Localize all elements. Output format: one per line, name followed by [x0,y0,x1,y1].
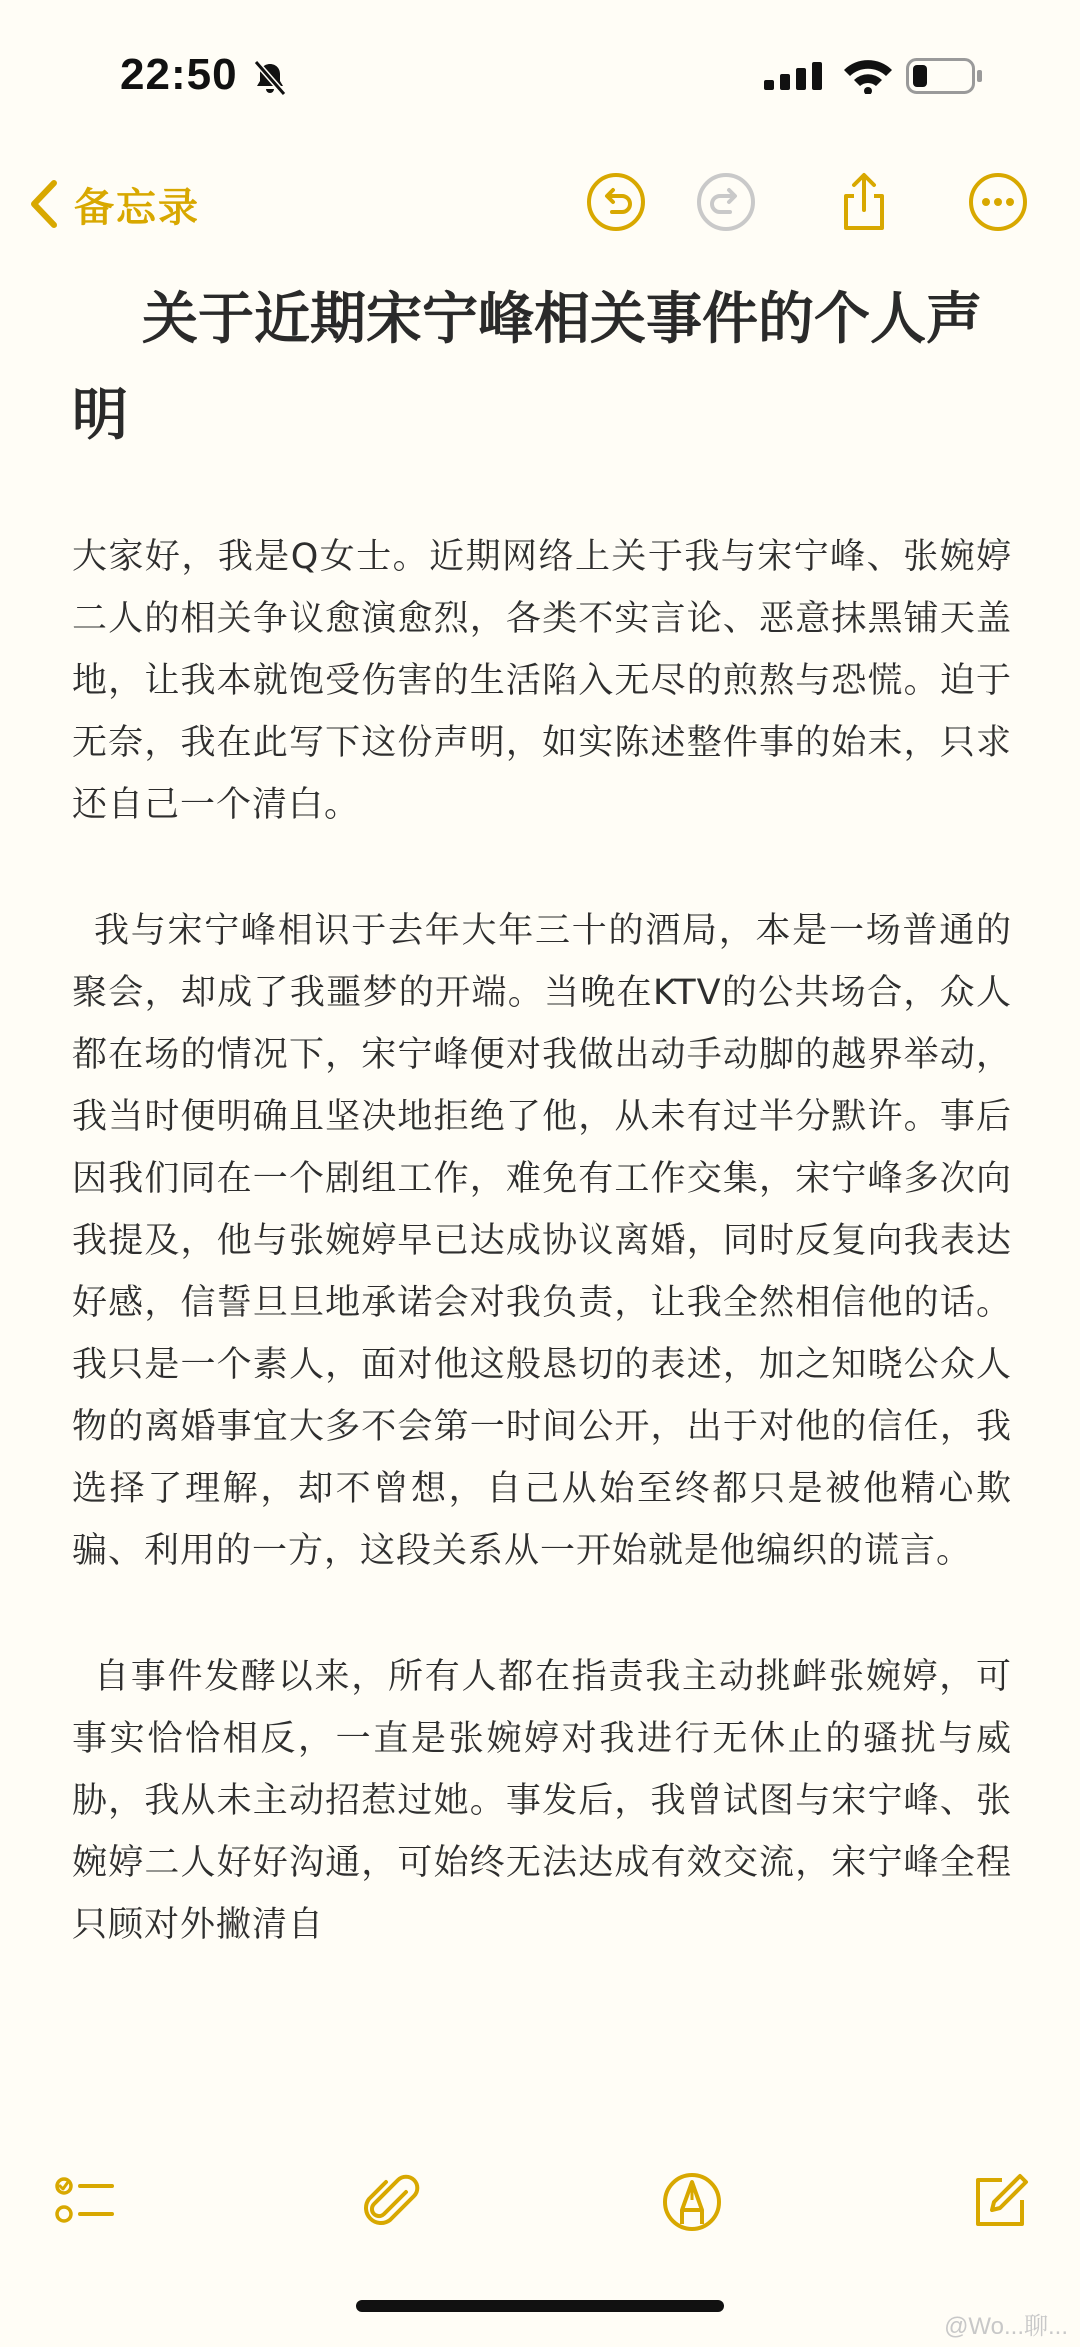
more-options-icon[interactable] [966,170,1030,234]
note-paragraph-2: 我与宋宁峰相识于去年大年三十的酒局，本是一场普通的聚会，却成了我噩梦的开端。当晚在KTV的公共场合，众人都在场的情况下，宋宁峰便对我做出动手动脚的越界举动，我当时便明确且坚决地拒绝了他，从未有过半分默许。事后因我们同在一个剧组工作，难免有工作交集，宋宁峰多次向我提及，他与张婉婷早已达成协议离婚，同时反复向我表达好感，信誓旦旦地承诺会对我负责，让我全然相信他的话。我只是一个素人，面对他这般恳切的表述，加之知晓公众人物的离婚事宜大多不会第一时间公开，出于对他的信任，我选择了理解，却不曾想，自己从始至终都只是被他精心欺骗、利用的一方，这段关系从一开始就是他编织的谎言。 [72,911,1012,1571]
back-label: 备忘录 [74,184,200,231]
paperclip-icon[interactable] [360,2170,424,2234]
undo-icon[interactable] [584,170,648,234]
chevron-left-icon [26,177,60,231]
back-button[interactable] [26,164,200,244]
home-indicator[interactable] [356,2300,724,2312]
bottom-toolbar [0,2140,1080,2260]
notes-toolbar [0,150,1080,260]
status-bar [0,0,1080,150]
markup-pen-icon[interactable] [660,2170,724,2234]
cellular-signal-icon [764,62,826,90]
watermark: @Wo...聊... [944,2313,1068,2340]
content-fade [0,2080,1080,2140]
note-paragraph-1: 大家好，我是Q女士。近期网络上关于我与宋宁峰、张婉婷二人的相关争议愈演愈烈，各类不实言论、恶意抹黑铺天盖地，让我本就饱受伤害的生活陷入无尽的煎熬与恐慌。迫于无奈，我在此写下这份声明，如实陈述整件事的始末，只求还自己一个清白。 [72,537,1012,825]
note-paragraph-3: 自事件发酵以来，所有人都在指责我主动挑衅张婉婷，可事实恰恰相反，一直是张婉婷对我进行无休止的骚扰与威胁，我从未主动招惹过她。事发后，我曾试图与宋宁峰、张婉婷二人好好沟通，可始终无法达成有效交流，宋宁峰全程只顾对外撇清自 [72,1657,1012,1945]
wifi-icon [842,58,894,94]
redo-icon[interactable] [694,170,758,234]
status-time: 22:50 [120,50,238,99]
note-body[interactable] [72,260,1012,2130]
checklist-icon[interactable] [52,2170,116,2234]
note-title: 关于近期宋宁峰相关事件的个人声明 [72,287,982,448]
share-icon[interactable] [832,170,896,234]
battery-icon [906,58,984,94]
compose-note-icon[interactable] [968,2170,1032,2234]
bell-muted-icon [250,58,290,98]
